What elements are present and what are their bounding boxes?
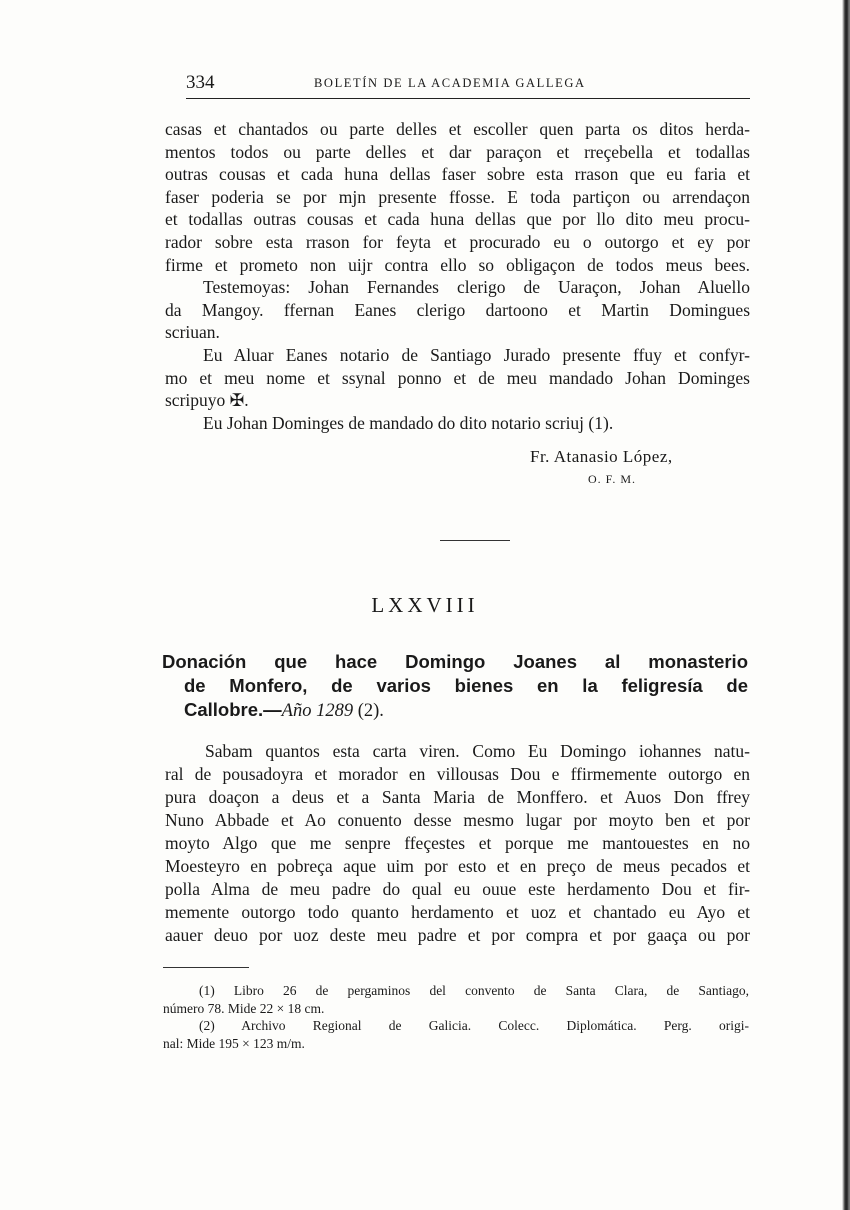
footnote-line: número 78. Mide 22 × 18 cm.	[163, 1000, 325, 1016]
footnote-line: (2) Archivo Regional de Galicia. Colecc. Diplomática. Perg. origi-	[199, 1018, 749, 1033]
document-text	[165, 740, 750, 947]
text-line: rador sobre esta rrason for feyta et procurado eu o outorgo et ey por	[165, 231, 750, 252]
witnesses-line: Testemoyas: Johan Fernandes clerigo de Uaraçon, Johan Aluello	[203, 277, 750, 298]
page-number: 334	[186, 72, 215, 93]
text-line: outras cousas et cada huna dellas faser sobre esta rrason que eu faria et	[165, 164, 750, 185]
document-number: LXXVIII	[371, 593, 479, 617]
text-line: ral de pousadoyra et morador en villousas Dou e ffirmemente outorgo en	[165, 764, 750, 784]
footnote-line: nal: Mide 195 × 123 m/m.	[163, 1035, 305, 1051]
text-line: moyto Algo que me senpre ffeçestes et porque me mantouestes en no	[165, 833, 750, 853]
witnesses-line: da Mangoy. ffernan Eanes clerigo dartoono et Martin Domingues	[165, 299, 750, 320]
text-line: mentos todos ou parte delles et dar paraçon et rreçebella et todallas	[165, 141, 750, 162]
title-text: Callobre.—	[184, 699, 282, 720]
title-line: de Monfero, de varios bienes en la feligresía de	[184, 675, 748, 696]
text-line: pura doaçon a deus et a Santa Maria de Monffero. et Auos Don ffrey	[165, 787, 750, 807]
text-line: et todallas outras cousas et cada huna dellas que por llo dito meu procu-	[165, 209, 750, 230]
title-year: Año 1289	[281, 701, 354, 721]
document-title	[162, 650, 748, 722]
footnote-rule	[163, 967, 249, 968]
text-line: firme et prometo non uijr contra ello so obligaçon de todos meus bees.	[165, 254, 750, 275]
title-footnote-ref: (2).	[353, 701, 384, 721]
text-line: faser poderia se por mjn presente ffosse. E toda partiçon ou arrendaçon	[165, 186, 750, 207]
title-line: Donación que hace Domingo Joanes al monasterio	[162, 651, 748, 672]
author-order: O. F. M.	[588, 472, 637, 486]
text-line: casas et chantados ou parte delles et escoller quen parta os ditos herda-	[165, 119, 750, 139]
notary-line: scripuyo ✠.	[165, 390, 249, 411]
text-line: Sabam quantos esta carta viren. Como Eu Domingo iohannes natu-	[205, 741, 750, 761]
header-rule	[186, 98, 750, 99]
running-title: BOLETÍN DE LA ACADEMIA GALLEGA	[314, 76, 586, 90]
text-line: Moesteyro en pobreça aque uim por esto et en preço de meus pecados et	[165, 856, 750, 876]
text-line: aauer deuo por uoz deste meu padre et por compra et por gaaça ou por	[165, 925, 750, 945]
document-continuation	[165, 118, 750, 434]
notary-line: mo et meu nome et ssynal ponno et de meu mandado Johan Dominges	[165, 367, 750, 388]
footnotes	[163, 982, 749, 1052]
section-divider	[440, 540, 510, 541]
page-header	[186, 72, 750, 96]
notary-line: Eu Aluar Eanes notario de Santiago Jurado presente ffuy et confyr-	[203, 344, 750, 365]
text-line: memente outorgo todo quanto herdamento et uoz et chantado eu Ayo et	[165, 902, 750, 922]
title-line	[162, 698, 748, 722]
scribe-line: Eu Johan Dominges de mandado do dito notario scriuj (1).	[203, 412, 614, 433]
author-signature: Fr. Atanasio López,	[530, 447, 673, 466]
text-line: polla Alma de meu padre do qual eu ouue este herdamento Dou et fir-	[165, 879, 750, 899]
footnote-line: (1) Libro 26 de pergaminos del convento de Santa Clara, de Santiago,	[199, 983, 749, 998]
text-line: Nuno Abbade et Ao conuento desse mesmo lugar por moyto ben et por	[165, 810, 750, 830]
witnesses-line: scriuan.	[165, 322, 220, 343]
